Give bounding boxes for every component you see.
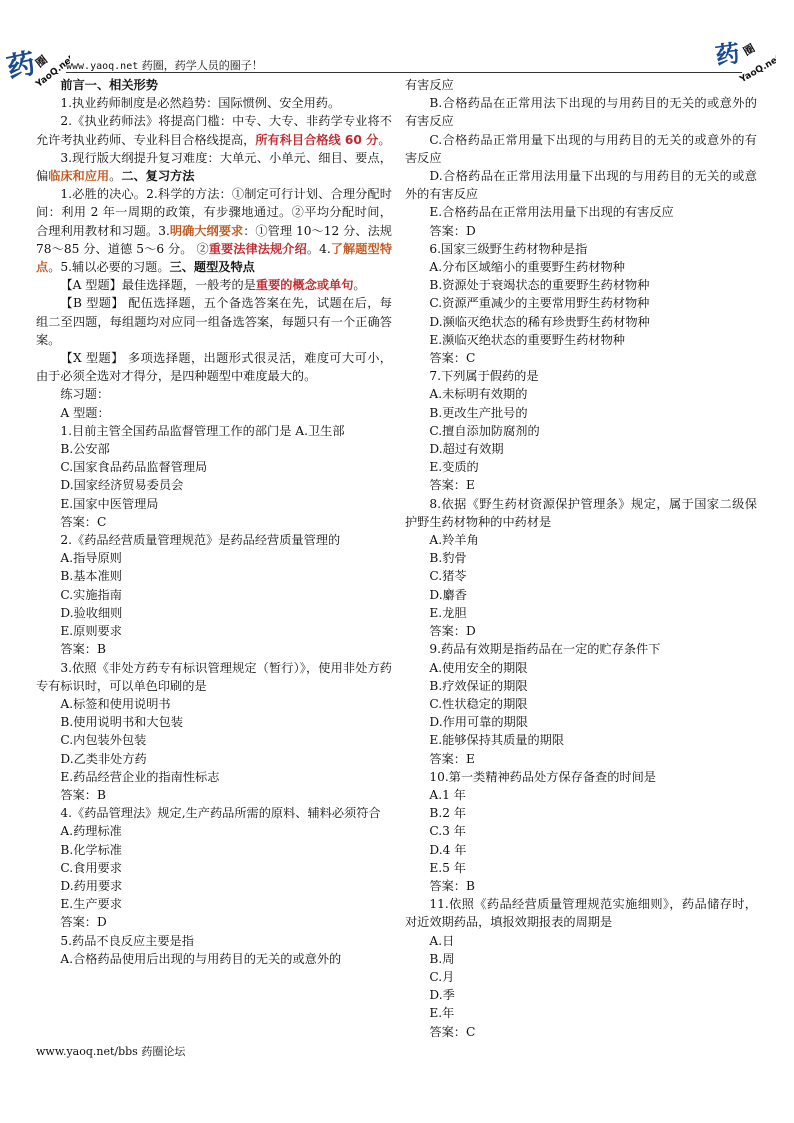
option-item: D.合格药品在正常用法用量下出现的与用药目的无关的或意外的有害反应 xyxy=(405,169,757,202)
logo-left-site: YaoQ.net xyxy=(34,53,70,90)
question-stem: 6.国家三级野生药材物种是指 xyxy=(429,241,588,256)
option-item: A.指导原则 xyxy=(60,551,122,566)
header-slogan: 药圈，药学人员的圈子！ xyxy=(141,59,263,72)
question-stem: 11.依照《药品经营质量管理规范实施细则》，药品储存时，对近效期药品，填报效期报表的周期是 xyxy=(405,897,757,930)
option-item: E.5 年 xyxy=(429,860,466,875)
x-type-desc: 【X 型题】 多项选择题，出题形式很灵活，难度可大可小，由于必须全选对才得分，是四种题型中难度最大的。 xyxy=(36,351,392,384)
para-text: 。 xyxy=(378,132,391,147)
option-item: C.资源严重减少的主要常用野生药材物种 xyxy=(429,296,650,311)
option-item: B.资源处于衰竭状态的重要野生药材物种 xyxy=(429,278,650,293)
highlight-text: 临床和应用 xyxy=(48,169,110,184)
option-item: E.合格药品在正常用法用量下出现的有害反应 xyxy=(429,205,674,220)
answer-line: 答案：C xyxy=(429,1024,476,1039)
para-text: 1.必胜的决心。2.科学的方法：①制定可行计划、合理分配时间：利用 2 年一周期的政策，有步骤地通过。②平均分配时间，合理利用教材和习题。3. xyxy=(36,187,392,238)
intro-para-1: 1.执业药师制度是必然趋势：国际惯例、安全用药。 xyxy=(60,96,341,111)
option-item: C.合格药品正常用量下出现的与用药目的无关的或意外的有害反应 xyxy=(405,132,757,165)
section-heading-3: 三、题型及特点 xyxy=(169,260,255,275)
answer-line: 答案：B xyxy=(60,787,106,802)
option-item: A.药理标准 xyxy=(60,824,122,839)
highlight-text: 明确大纲要求 xyxy=(169,223,244,238)
a-type-label: A 型题： xyxy=(60,405,110,420)
yaoq-logo-right-graphic xyxy=(712,32,776,82)
option-item: E.变质的 xyxy=(429,460,479,475)
highlight-text: 重要法律法规介绍 xyxy=(208,241,307,256)
option-item: B.周 xyxy=(429,951,455,966)
option-item: D.季 xyxy=(429,988,455,1003)
option-item: C.擅自添加防腐剂的 xyxy=(429,423,540,438)
logo-right-word: 圈 xyxy=(741,41,758,59)
option-item: C.性状稳定的期限 xyxy=(429,696,528,711)
left-column xyxy=(36,76,392,968)
answer-line: 答案：D xyxy=(60,915,107,930)
option-item: D.超过有效期 xyxy=(429,442,504,457)
option-item: E.龙胆 xyxy=(429,605,467,620)
option-item: B.化学标准 xyxy=(60,842,122,857)
a-type-desc xyxy=(36,276,392,294)
answer-line: 答案：B xyxy=(429,878,475,893)
para-text: 。 xyxy=(353,278,366,293)
highlight-text: 重要的概念或单句 xyxy=(255,278,354,293)
answer-line: 答案：E xyxy=(429,478,475,493)
para-text: ：①管理 10～12 分、法规 78～85 分、道德 5～6 分。 ② xyxy=(36,223,392,256)
option-item: B.更改生产批号的 xyxy=(429,405,528,420)
option-item: C.3 年 xyxy=(429,824,466,839)
option-item: C.实施指南 xyxy=(60,587,122,602)
answer-line: 答案：B xyxy=(60,642,106,657)
option-item: E.濒临灭绝状态的重要野生药材物种 xyxy=(429,332,625,347)
option-item: D.药用要求 xyxy=(60,878,123,893)
question-stem: 2.《药品经营质量管理规范》是药品经营质量管理的 xyxy=(60,533,341,548)
option-item: B.合格药品在正常用法下出现的与用药目的无关的或意外的有害反应 xyxy=(405,96,757,129)
option-item: C.食用要求 xyxy=(60,860,122,875)
option-item: B.公安部 xyxy=(60,442,110,457)
option-item: B.基本准则 xyxy=(60,569,122,584)
heading-text: 前言一、相关形势 xyxy=(60,78,158,92)
option-item: E.能够保持其质量的期限 xyxy=(429,733,565,748)
para-text: 2.《执业药师法》将提高门槛：中专、大专、非药学专业将不允许考执业药师、专业科目合格线提高， xyxy=(36,114,392,147)
option-item: A.1 年 xyxy=(429,787,466,802)
option-item: E.年 xyxy=(429,1006,455,1021)
answer-line: 答案：C xyxy=(429,351,476,366)
option-item: C.国家食品药品监督管理局 xyxy=(60,460,208,475)
b-type-desc: 【B 型题】 配伍选择题，五个备选答案在先，试题在后，每组二至四题，每组题均对应同一组备选答案，每题只有一个正确答案。 xyxy=(36,296,392,347)
highlight-text: 了解题型特点 xyxy=(36,241,393,275)
answer-line: 答案：C xyxy=(60,514,107,529)
question-list-left xyxy=(36,422,392,932)
header-site[interactable]: www.yaoq.net xyxy=(66,61,139,72)
yaoq-logo-right xyxy=(712,32,776,82)
para-text: 。 xyxy=(109,169,122,184)
question-stem: 8.依据《野生药材资源保护管理条》规定，属于国家二级保护野生药材物种的中药材是 xyxy=(405,496,757,529)
option-item: A.标签和使用说明书 xyxy=(60,696,171,711)
option-item: E.国家中医管理局 xyxy=(60,496,159,511)
logo-right-site: YaoQ.net xyxy=(738,53,776,82)
header-rule xyxy=(66,72,742,73)
right-column xyxy=(405,76,757,1041)
question-stem: 1.目前主管全国药品监督管理工作的部门是 A.卫生部 xyxy=(60,423,345,438)
option-item: D.濒临灭绝状态的稀有珍贵野生药材物种 xyxy=(429,314,650,329)
option-item: C.猪苓 xyxy=(429,569,467,584)
option-item: B.疗效保证的期限 xyxy=(429,678,528,693)
option-item: D.麝香 xyxy=(429,587,467,602)
option-item: D.验收细则 xyxy=(60,605,123,620)
exercise-label: 练习题： xyxy=(60,387,110,402)
option-item: D.4 年 xyxy=(429,842,467,857)
option-item: D.作用可靠的期限 xyxy=(429,715,528,730)
highlight-text: 所有科目合格线 60 分 xyxy=(255,132,379,147)
para-text: 。5.辅以必要的习题。 xyxy=(48,260,170,275)
question-stem: 3.依照《非处方药专有标识管理规定（暂行）》，使用非处方药专有标识时，可以单色印刷的是 xyxy=(36,660,392,693)
option-item: C.月 xyxy=(429,969,455,984)
logo-right-char: 药 xyxy=(713,39,742,71)
option-item: C.内包装外包装 xyxy=(60,733,147,748)
para-text: 。4. xyxy=(306,241,331,256)
option-item: E.生产要求 xyxy=(60,897,122,912)
para-text: 【A 型题】最佳选择题，一般考的是 xyxy=(60,278,256,293)
option-item: A.合格药品使用后出现的与用药目的无关的或意外的 xyxy=(60,951,342,966)
option-item: A.日 xyxy=(429,933,455,948)
question-stem: 9.药品有效期是指药品在一定的贮存条件下 xyxy=(429,642,661,657)
section-heading-2: 二、复习方法 xyxy=(121,169,195,184)
question-stem: 10.第一类精神药品处方保存备查的时间是 xyxy=(429,769,656,784)
intro-para-3 xyxy=(36,149,392,185)
option-item: D.乙类非处方药 xyxy=(60,751,147,766)
answer-line: 答案：E xyxy=(429,751,475,766)
intro-para-4 xyxy=(36,185,392,276)
answer-line: 答案：D xyxy=(429,223,476,238)
option-item: B.豹骨 xyxy=(429,551,467,566)
intro-para-2 xyxy=(36,112,392,148)
question-list-right xyxy=(405,240,757,1041)
option-item: E.药品经营企业的指南性标志 xyxy=(60,769,220,784)
para-text: 3.现行版大纲提升复习难度：大单元、小单元、细目、要点，偏 xyxy=(36,150,392,184)
option-item: A.羚羊角 xyxy=(429,533,479,548)
logo-left-char: 药 xyxy=(6,46,39,85)
option-item: D.国家经济贸易委员会 xyxy=(60,478,184,493)
section-heading-1 xyxy=(36,76,392,94)
question-stem: 5.药品不良反应主要是指 xyxy=(60,933,194,948)
page-footer: www.yaoq.net/bbs 药圈论坛 xyxy=(36,1045,186,1058)
question-stem: 4.《药品管理法》规定,生产药品所需的原料、辅料必须符合 xyxy=(60,806,381,821)
option-item: E.原则要求 xyxy=(60,624,122,639)
option-item: B.使用说明书和大包装 xyxy=(60,715,183,730)
option-item: B.2 年 xyxy=(429,806,467,821)
option-item: A.使用安全的期限 xyxy=(429,660,528,675)
answer-line: 答案：D xyxy=(429,624,476,639)
option-item: A.分布区域缩小的重要野生药材物种 xyxy=(429,260,625,275)
option-item: A.未标明有效期的 xyxy=(429,387,528,402)
page-header xyxy=(66,57,263,73)
question-stem: 7.下列属于假药的是 xyxy=(429,369,539,384)
option-continuation: 有害反应 xyxy=(405,78,454,92)
logo-left-word: 圈 xyxy=(33,53,50,71)
